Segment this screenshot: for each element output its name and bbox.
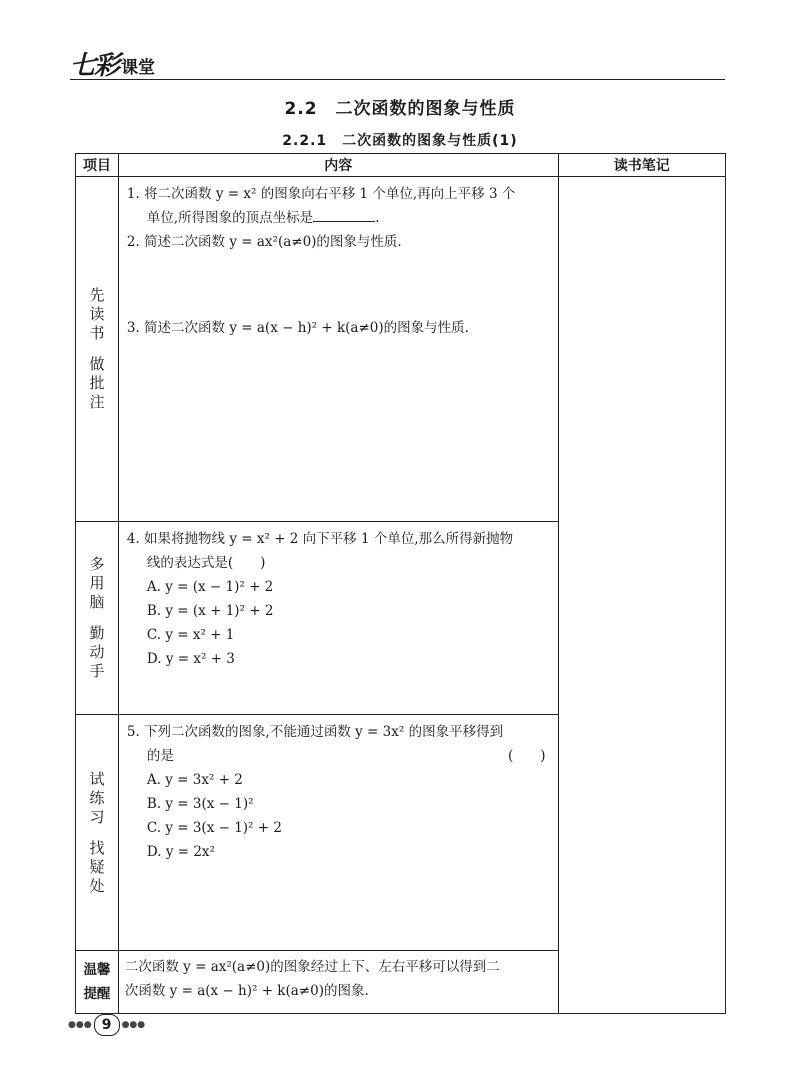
option-b: B. y = 3(x − 1)² (146, 796, 254, 812)
content-practice (118, 715, 558, 951)
option-c: C. y = x² + 1 (146, 627, 235, 643)
option-a: A. y = 3x² + 2 (146, 772, 243, 788)
question-1-line-1: 1. 将二次函数 y = x² 的图象向右平移 1 个单位,再向上平移 3 个 (126, 186, 516, 202)
row-label-thinking: 多 用 脑 勤 动 手 (76, 522, 119, 715)
tip-line-2: 次函数 y = a(x − h)² + k(a≠0)的图象. (124, 983, 369, 999)
study-table (75, 153, 726, 1014)
question-3: 3. 简述二次函数 y = a(x − h)² + k(a≠0)的图象与性质. (126, 320, 469, 336)
page-number-badge (68, 1014, 145, 1036)
option-c: C. y = 3(x − 1)² + 2 (146, 820, 282, 836)
notes-column[interactable] (558, 177, 725, 1014)
table-header-row (76, 154, 726, 177)
subsection-title: 2.2.1 二次函数的图象与性质(1) (282, 133, 518, 149)
dots-left-icon: ●●● (68, 1020, 92, 1030)
question-4-line-2: 线的表达式是( ) (146, 555, 266, 571)
dots-right-icon: ●●● (121, 1020, 146, 1030)
page-number: 9 (94, 1014, 120, 1036)
tip-line-1: 二次函数 y = ax²(a≠0)的图象经过上下、左右平移可以得到二 (124, 959, 500, 975)
answer-blank[interactable] (313, 207, 375, 222)
content-preread (118, 177, 558, 522)
question-1-line-2: 单位,所得图象的顶点坐标是 . (147, 206, 552, 230)
answer-paren[interactable]: ( ) (508, 748, 546, 764)
question-5-line-1: 5. 下列二次函数的图象,不能通过函数 y = 3x² 的图象平移得到 (126, 724, 504, 740)
section-title: 2.2 二次函数的图象与性质 (284, 99, 516, 119)
question-2: 2. 简述二次函数 y = ax²(a≠0)的图象与性质. (126, 234, 402, 250)
option-b: B. y = (x + 1)² + 2 (146, 603, 274, 619)
header-content: 内容 (118, 154, 558, 177)
option-d: D. y = 2x² (146, 844, 215, 860)
tip-label: 温馨 提醒 (76, 951, 119, 1014)
question-4-line-1: 4. 如果将抛物线 y = x² + 2 向下平移 1 个单位,那么所得新抛物 (126, 531, 514, 547)
row-label-preread: 先 读 书 做 批 注 (76, 177, 119, 522)
option-a: A. y = (x − 1)² + 2 (146, 579, 274, 595)
table-row-preread (76, 177, 726, 522)
header-notes: 读书笔记 (558, 154, 725, 177)
content-thinking (118, 522, 558, 715)
header-item: 项目 (76, 154, 119, 177)
tip-content (118, 951, 558, 1014)
brand-text: 课堂 (121, 58, 156, 78)
question-5-line-2: 的是 ( ) (147, 744, 552, 768)
row-label-practice: 试 练 习 找 疑 处 (76, 715, 119, 951)
brand-logo (70, 50, 155, 80)
option-d: D. y = x² + 3 (146, 651, 235, 667)
header-rule (70, 79, 725, 80)
brand-script: 七彩 (70, 51, 119, 81)
